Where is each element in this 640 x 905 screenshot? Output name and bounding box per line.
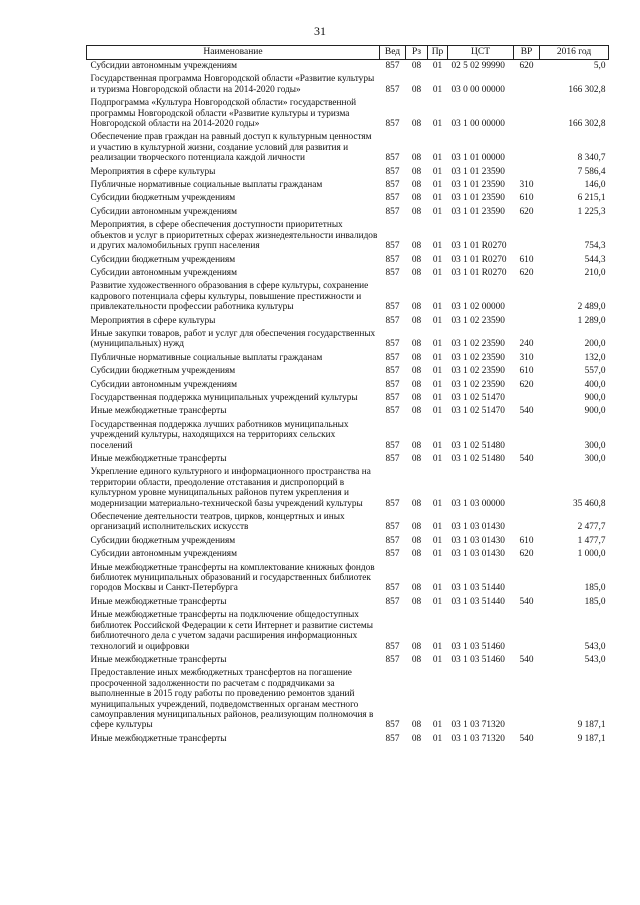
row-ved-cell: 857: [385, 366, 400, 377]
row-name-cell: Субсидии автономным учреждениям: [90, 549, 237, 560]
row-name-cell: Мероприятия, в сфере обеспечения доступности приоритетных объектов и услуг в приоритетных сферах жизнедеятельности инвалидов и других маломобильных групп населения: [90, 220, 378, 252]
row-sum-cell: 35 460,8: [572, 498, 606, 509]
row-vr-cell: [514, 73, 540, 97]
row-cst-cell: 03 1 02 23590: [451, 379, 505, 390]
table-row: [87, 596, 609, 609]
row-pr-cell: 01: [432, 498, 443, 509]
table-row: [87, 548, 609, 561]
row-cst-cell: 03 1 01 R0270: [451, 267, 507, 278]
row-vr-cell: 540: [519, 454, 534, 464]
row-name-cell: Иные межбюджетные трансферты на подключение общедоступных библиотек Российской Федерации к сети Интернет и развитие системы библиотечного дела с учетом задачи расширения информационных технологий и оцифровки: [90, 610, 373, 652]
row-ved-cell: 857: [385, 549, 400, 560]
row-sum-cell: 166 302,8: [568, 119, 606, 130]
row-ved-cell: 857: [385, 254, 400, 265]
row-sum-cell: 300,0: [584, 454, 606, 464]
row-ved-cell: 857: [385, 379, 400, 390]
row-pr-cell: 01: [432, 583, 443, 594]
header-rz: Рз: [406, 46, 428, 60]
table-row: [87, 654, 609, 667]
table-row: [87, 73, 609, 97]
row-cst-cell: 03 1 02 51470: [451, 406, 505, 417]
table-row: [87, 254, 609, 267]
row-ved-cell: 857: [385, 583, 400, 594]
row-name-cell: Укрепление единого культурного и информационного пространства на территории области, преодоление отставания и диспропорций в культурном уровне муниципальных районов путем укрепления и модернизации материально-технической базы учреждений культуры: [90, 467, 371, 509]
row-ved-cell: 857: [385, 180, 400, 191]
row-ved-cell: 857: [385, 522, 400, 533]
row-cst-cell: 03 1 02 23590: [451, 366, 505, 377]
row-ved-cell: 857: [385, 535, 400, 546]
row-rz-cell: 08: [411, 193, 422, 204]
row-name-cell: Публичные нормативные социальные выплаты гражданам: [90, 352, 323, 363]
row-rz-cell: 08: [411, 366, 422, 377]
row-vr-cell: 310: [519, 180, 534, 191]
row-pr-cell: 01: [432, 733, 443, 744]
row-cst-cell: 03 1 01 R0270: [451, 254, 507, 265]
row-sum-cell: 543,0: [584, 641, 606, 652]
row-ved-cell: 857: [385, 654, 400, 665]
row-sum-cell: 9 187,1: [577, 720, 606, 731]
row-name-cell: Подпрограмма «Культура Новгородской области» государственной программы Новгородской области «Развитие культуры и туризма Новгородской области на 2014-2020 годы»: [90, 98, 357, 130]
row-name-cell: Иные межбюджетные трансферты: [90, 454, 227, 464]
page-number: 31: [314, 24, 326, 38]
row-pr-cell: 01: [432, 352, 443, 363]
row-pr-cell: 01: [432, 166, 443, 177]
row-cst-cell: 03 1 02 51480: [451, 454, 505, 464]
row-name-cell: Иные межбюджетные трансферты на комплектование книжных фондов библиотек муниципальных образований и государственных библиотек городов Москвы и Санкт-Петербурга: [90, 562, 375, 594]
row-rz-cell: 08: [411, 392, 422, 403]
row-vr-cell: 540: [519, 406, 534, 417]
row-sum-cell: 9 187,1: [577, 733, 606, 744]
row-ved-cell: 857: [385, 339, 400, 350]
row-cst-cell: 03 1 01 23590: [451, 180, 505, 191]
row-rz-cell: 08: [411, 522, 422, 533]
row-vr-cell: 240: [519, 339, 534, 350]
row-vr-cell: [514, 667, 540, 732]
row-sum-cell: 8 340,7: [577, 153, 606, 164]
row-rz-cell: 08: [411, 549, 422, 560]
row-pr-cell: 01: [432, 254, 443, 265]
header-cst: ЦСТ: [448, 46, 514, 60]
row-sum-cell: 5,0: [593, 61, 606, 71]
row-ved-cell: 857: [385, 119, 400, 130]
row-sum-cell: 146,0: [584, 180, 606, 191]
table-row: [87, 352, 609, 365]
row-sum-cell: 557,0: [584, 366, 606, 377]
row-vr-cell: 620: [519, 267, 534, 278]
row-sum-cell: 754,3: [584, 241, 606, 252]
row-ved-cell: 857: [385, 498, 400, 509]
row-name-cell: Субсидии бюджетным учреждениям: [90, 254, 236, 265]
row-sum-cell: 210,0: [584, 267, 606, 278]
row-vr-cell: 310: [519, 352, 534, 363]
row-name-cell: Обеспечение прав граждан на равный доступ к культурным ценностям и участию в культурной жизни, создание условий для развития и реализации творческого потенциала каждой личности: [90, 132, 372, 164]
table-row: [87, 315, 609, 328]
row-pr-cell: 01: [432, 379, 443, 390]
row-ved-cell: 857: [385, 267, 400, 278]
header-ved: Вед: [380, 46, 406, 60]
row-pr-cell: 01: [432, 406, 443, 417]
row-ved-cell: 857: [385, 392, 400, 403]
header-row: [87, 46, 609, 60]
row-pr-cell: 01: [432, 392, 443, 403]
row-cst-cell: 03 1 01 23590: [451, 166, 505, 177]
row-ved-cell: 857: [385, 302, 400, 313]
row-sum-cell: 2 477,7: [577, 522, 606, 533]
row-rz-cell: 08: [411, 596, 422, 607]
row-pr-cell: 01: [432, 84, 443, 95]
row-rz-cell: 08: [411, 733, 422, 744]
row-cst-cell: 03 1 03 51460: [451, 654, 505, 665]
row-name-cell: Публичные нормативные социальные выплаты гражданам: [90, 180, 323, 191]
table-row: [87, 206, 609, 219]
header-pr: Пр: [428, 46, 448, 60]
row-vr-cell: 610: [519, 366, 534, 377]
row-ved-cell: 857: [385, 241, 400, 252]
row-name-cell: Иные закупки товаров, работ и услуг для обеспечения государственных (муниципальных) нужд: [90, 328, 376, 350]
row-cst-cell: 03 1 01 00000: [451, 153, 505, 164]
row-rz-cell: 08: [411, 267, 422, 278]
row-sum-cell: 300,0: [584, 440, 606, 451]
row-vr-cell: 610: [519, 535, 534, 546]
row-sum-cell: 7 586,4: [577, 166, 606, 177]
table-row: [87, 733, 609, 746]
header-vr: ВР: [514, 46, 540, 60]
row-pr-cell: 01: [432, 61, 443, 71]
row-name-cell: Иные межбюджетные трансферты: [90, 654, 227, 665]
row-rz-cell: 08: [411, 406, 422, 417]
row-rz-cell: 08: [411, 315, 422, 326]
row-ved-cell: 857: [385, 440, 400, 451]
row-sum-cell: 543,0: [584, 654, 606, 665]
row-vr-cell: [514, 280, 540, 314]
table-body: [87, 60, 609, 747]
row-ved-cell: 857: [385, 153, 400, 164]
row-cst-cell: 03 1 01 23590: [451, 206, 505, 217]
table-row: [87, 328, 609, 352]
row-ved-cell: 857: [385, 193, 400, 204]
row-rz-cell: 08: [411, 535, 422, 546]
row-name-cell: Иные межбюджетные трансферты: [90, 733, 227, 744]
row-name-cell: Субсидии автономным учреждениям: [90, 61, 237, 71]
row-cst-cell: 03 1 03 51460: [451, 641, 505, 652]
row-vr-cell: [514, 419, 540, 453]
row-cst-cell: 03 0 00 00000: [451, 84, 505, 95]
table-row: [87, 192, 609, 205]
row-rz-cell: 08: [411, 84, 422, 95]
row-rz-cell: 08: [411, 352, 422, 363]
row-ved-cell: 857: [385, 315, 400, 326]
row-ved-cell: 857: [385, 352, 400, 363]
row-vr-cell: [514, 511, 540, 535]
row-name-cell: Государственная поддержка муниципальных учреждений культуры: [90, 392, 358, 403]
row-pr-cell: 01: [432, 119, 443, 130]
row-rz-cell: 08: [411, 254, 422, 265]
row-name-cell: Развитие художественного образования в сфере культуры, сохранение кадрового потенциала сферы культуры, повышение престижности и привлекательности профессии работника культуры: [90, 281, 369, 313]
row-vr-cell: 540: [519, 654, 534, 665]
row-vr-cell: 540: [519, 733, 534, 744]
row-ved-cell: 857: [385, 84, 400, 95]
row-name-cell: Субсидии бюджетным учреждениям: [90, 535, 236, 546]
row-pr-cell: 01: [432, 153, 443, 164]
budget-table: [86, 45, 609, 746]
row-ved-cell: 857: [385, 206, 400, 217]
row-vr-cell: [514, 609, 540, 654]
row-name-cell: Мероприятия в сфере культуры: [90, 315, 216, 326]
row-pr-cell: 01: [432, 596, 443, 607]
table-row: [87, 667, 609, 732]
row-pr-cell: 01: [432, 549, 443, 560]
row-rz-cell: 08: [411, 498, 422, 509]
row-vr-cell: 620: [519, 379, 534, 390]
row-name-cell: Государственная программа Новгородской области «Развитие культуры и туризма Новгородской области на 2014-2020 годы»: [90, 74, 375, 95]
row-cst-cell: 03 1 03 00000: [451, 498, 505, 509]
row-cst-cell: 03 1 00 00000: [451, 119, 505, 130]
header-year: 2016 год: [540, 46, 609, 60]
row-ved-cell: 857: [385, 596, 400, 607]
row-rz-cell: 08: [411, 454, 422, 464]
row-sum-cell: 132,0: [584, 352, 606, 363]
row-rz-cell: 08: [411, 583, 422, 594]
row-pr-cell: 01: [432, 654, 443, 665]
row-sum-cell: 1 000,0: [577, 549, 606, 560]
row-vr-cell: 610: [519, 254, 534, 265]
row-name-cell: Иные межбюджетные трансферты: [90, 596, 227, 607]
row-pr-cell: 01: [432, 366, 443, 377]
table-row: [87, 609, 609, 654]
row-sum-cell: 2 489,0: [577, 302, 606, 313]
table-row: [87, 280, 609, 314]
table-row: [87, 562, 609, 596]
row-pr-cell: 01: [432, 241, 443, 252]
row-sum-cell: 166 302,8: [568, 84, 606, 95]
row-rz-cell: 08: [411, 180, 422, 191]
header-name: Наименование: [87, 46, 380, 60]
row-sum-cell: 6 215,1: [577, 193, 606, 204]
row-cst-cell: 03 1 01 23590: [451, 193, 505, 204]
row-pr-cell: 01: [432, 339, 443, 350]
row-pr-cell: 01: [432, 641, 443, 652]
table-row: [87, 131, 609, 165]
row-cst-cell: 02 5 02 99990: [451, 61, 505, 71]
row-vr-cell: 620: [519, 206, 534, 217]
table-row: [87, 365, 609, 378]
row-pr-cell: 01: [432, 454, 443, 464]
row-name-cell: Мероприятия в сфере культуры: [90, 166, 216, 177]
table-row: [87, 466, 609, 511]
row-vr-cell: [514, 315, 540, 328]
row-pr-cell: 01: [432, 206, 443, 217]
table-row: [87, 97, 609, 131]
row-pr-cell: 01: [432, 535, 443, 546]
table-row: [87, 419, 609, 453]
table-row: [87, 379, 609, 392]
row-rz-cell: 08: [411, 61, 422, 71]
row-ved-cell: 857: [385, 454, 400, 464]
row-pr-cell: 01: [432, 440, 443, 451]
table-row: [87, 179, 609, 192]
row-cst-cell: 03 1 03 51440: [451, 596, 505, 607]
row-rz-cell: 08: [411, 720, 422, 731]
row-cst-cell: 03 1 03 71320: [451, 720, 505, 731]
row-rz-cell: 08: [411, 166, 422, 177]
row-name-cell: Субсидии автономным учреждениям: [90, 267, 237, 278]
table-row: [87, 511, 609, 535]
row-name-cell: Государственная поддержка лучших работников муниципальных учреждений культуры, находящихся на территориях сельских поселений: [90, 419, 349, 451]
table-row: [87, 535, 609, 548]
table-header: [87, 46, 609, 60]
row-vr-cell: [514, 219, 540, 253]
row-rz-cell: 08: [411, 241, 422, 252]
row-rz-cell: 08: [411, 654, 422, 665]
row-vr-cell: [514, 392, 540, 405]
row-rz-cell: 08: [411, 440, 422, 451]
row-ved-cell: 857: [385, 61, 400, 71]
row-sum-cell: 544,3: [584, 254, 606, 265]
row-pr-cell: 01: [432, 720, 443, 731]
table-row: [87, 219, 609, 253]
row-sum-cell: 185,0: [584, 583, 606, 594]
row-cst-cell: 03 1 02 51480: [451, 440, 505, 451]
row-sum-cell: 900,0: [584, 406, 606, 417]
row-cst-cell: 03 1 02 23590: [451, 339, 505, 350]
row-sum-cell: 400,0: [584, 379, 606, 390]
row-vr-cell: 620: [519, 549, 534, 560]
row-name-cell: Субсидии автономным учреждениям: [90, 206, 237, 217]
row-vr-cell: 540: [519, 596, 534, 607]
row-vr-cell: [514, 166, 540, 179]
row-name-cell: Субсидии автономным учреждениям: [90, 379, 237, 390]
row-name-cell: Предоставление иных межбюджетных трансфертов на погашение просроченной задолженности по расчетам с подрядчиками за выполненные в 2015 году работы по проведению ремонтов зданий муниципальных учреждений, подведомственных органам местного самоуправления муниципальных районов, реализующим полномочия в сфере культуры: [90, 668, 374, 731]
row-rz-cell: 08: [411, 339, 422, 350]
row-rz-cell: 08: [411, 206, 422, 217]
table-row: [87, 60, 609, 74]
row-cst-cell: 03 1 02 00000: [451, 302, 505, 313]
row-vr-cell: [514, 562, 540, 596]
row-cst-cell: 03 1 03 01430: [451, 535, 505, 546]
row-vr-cell: [514, 97, 540, 131]
row-rz-cell: 08: [411, 379, 422, 390]
row-ved-cell: 857: [385, 733, 400, 744]
row-vr-cell: [514, 131, 540, 165]
row-name-cell: Обеспечение деятельности театров, цирков, концертных и иных организаций исполнительских искусств: [90, 512, 345, 533]
row-sum-cell: 1 477,7: [577, 535, 606, 546]
row-cst-cell: 03 1 02 51470: [451, 392, 505, 403]
row-pr-cell: 01: [432, 193, 443, 204]
table-row: [87, 453, 609, 466]
row-sum-cell: 1 289,0: [577, 315, 606, 326]
row-ved-cell: 857: [385, 720, 400, 731]
row-cst-cell: 03 1 03 01430: [451, 522, 505, 533]
row-name-cell: Субсидии бюджетным учреждениям: [90, 366, 236, 377]
row-rz-cell: 08: [411, 119, 422, 130]
row-vr-cell: [514, 466, 540, 511]
row-cst-cell: 03 1 03 01430: [451, 549, 505, 560]
table-row: [87, 392, 609, 405]
row-rz-cell: 08: [411, 641, 422, 652]
row-ved-cell: 857: [385, 641, 400, 652]
row-sum-cell: 900,0: [584, 392, 606, 403]
row-cst-cell: 03 1 03 71320: [451, 733, 505, 744]
row-pr-cell: 01: [432, 315, 443, 326]
row-name-cell: Субсидии бюджетным учреждениям: [90, 193, 236, 204]
row-cst-cell: 03 1 01 R0270: [451, 241, 507, 252]
row-cst-cell: 03 1 03 51440: [451, 583, 505, 594]
row-vr-cell: 620: [519, 61, 534, 71]
row-vr-cell: 610: [519, 193, 534, 204]
row-name-cell: Иные межбюджетные трансферты: [90, 406, 227, 417]
table-row: [87, 267, 609, 280]
row-pr-cell: 01: [432, 180, 443, 191]
row-ved-cell: 857: [385, 406, 400, 417]
row-sum-cell: 1 225,3: [577, 206, 606, 217]
row-cst-cell: 03 1 02 23590: [451, 315, 505, 326]
row-sum-cell: 200,0: [584, 339, 606, 350]
row-pr-cell: 01: [432, 522, 443, 533]
row-rz-cell: 08: [411, 302, 422, 313]
row-sum-cell: 185,0: [584, 596, 606, 607]
table-row: [87, 405, 609, 418]
row-ved-cell: 857: [385, 166, 400, 177]
row-cst-cell: 03 1 02 23590: [451, 352, 505, 363]
row-pr-cell: 01: [432, 267, 443, 278]
row-rz-cell: 08: [411, 153, 422, 164]
table-row: [87, 166, 609, 179]
row-pr-cell: 01: [432, 302, 443, 313]
